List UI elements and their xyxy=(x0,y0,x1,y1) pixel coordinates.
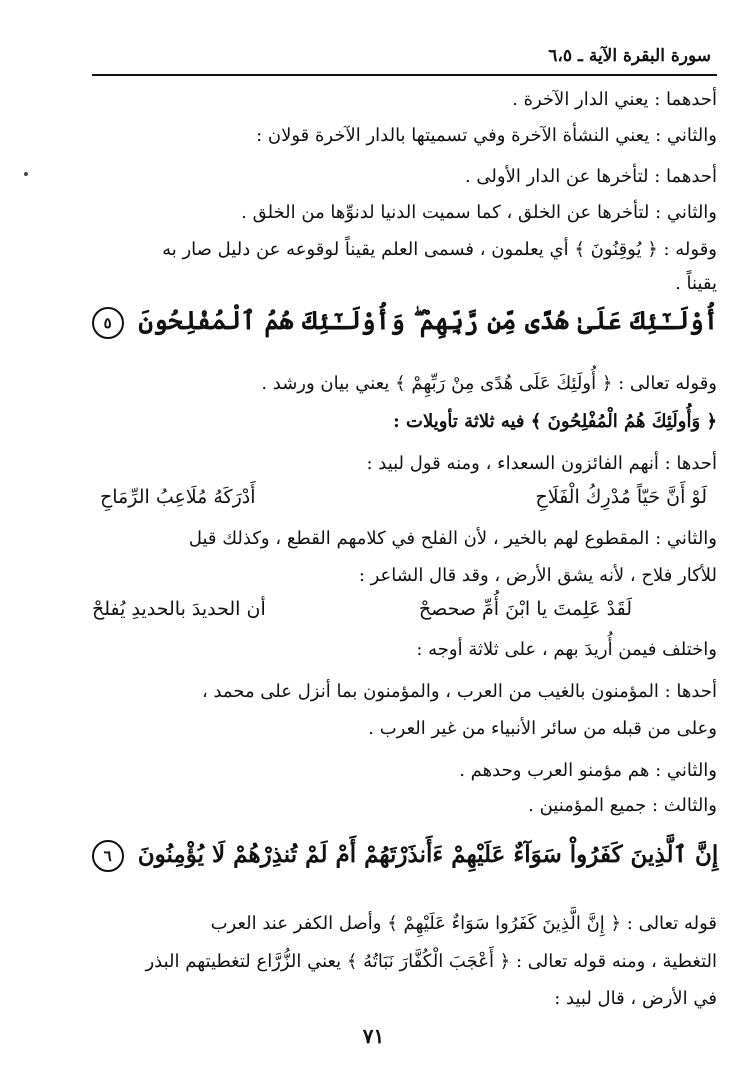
poem-hemistich-left: أَدْرَكَهُ مُلَاعِبُ الرِّمَاحِ xyxy=(100,486,256,508)
verse-text: إِنَّ ٱلَّذِينَ كَفَرُواْ سَوَآءٌ عَلَيْهِمْ ءَأَنذَرْتَهُمْ أَمْ لَمْ تُنذِرْهُمْ لَا يُؤْمِنُونَ xyxy=(137,841,719,868)
text-line: التغطية ، ومنه قوله تعالى : ﴿ أَعْجَبَ الْكُفَّارَ نَبَاتُهُ ﴾ يعني الزُّرَّاع لتغطيتهم البذر xyxy=(145,951,717,972)
text-line: يقيناً . xyxy=(675,273,717,294)
margin-speck xyxy=(24,172,28,176)
verse-number-mark: ٥ xyxy=(92,307,124,339)
text-line: في الأرض ، قال لبيد : xyxy=(554,988,717,1009)
text-line: واختلف فيمن أُريدَ بهم ، على ثلاثة أوجه : xyxy=(416,639,717,660)
text-line: والثاني : يعني النشأة الآخرة وفي تسميتها بالدار الآخرة قولان : xyxy=(256,125,717,146)
text-line: والثاني : هم مؤمنو العرب وحدهم . xyxy=(459,760,717,781)
text-line: ﴿ وَأُولَئِكَ هُمُ الْمُفْلِحُونَ ﴾ فيه ثلاثة تأويلات : xyxy=(393,411,717,432)
text-line: والثاني : لتأخرها عن الخلق ، كما سميت الدنيا لدنوِّها من الخلق . xyxy=(241,202,717,223)
text-line: وقوله تعالى : ﴿ أُولَئِكَ عَلَى هُدًى مِنْ رَبِّهِمْ ﴾ يعني بيان ورشد . xyxy=(261,373,717,394)
verse-text: أُوْلَـٰٓئِكَ عَلَىٰ هُدًى مِّن رَّبِّهِمْ ۖ وَأُوْلَـٰٓئِكَ هُمُ ٱلْمُفْلِحُونَ xyxy=(138,306,719,335)
text-line: للأكار فلاح ، لأنه يشق الأرض ، وقد قال الشاعر : xyxy=(358,565,717,586)
text-line: والثالث : جميع المؤمنين . xyxy=(528,795,717,816)
text-line: أحدها : أنهم الفائزون السعداء ، ومنه قول لبيد : xyxy=(366,453,717,474)
header-title: سورة البقرة الآية ـ ٦،٥ xyxy=(548,46,711,66)
text-line: قوله تعالى : ﴿ إِنَّ الَّذِينَ كَفَرُوا سَوَاءٌ عَلَيْهِمْ ﴾ وأصل الكفر عند العرب xyxy=(210,913,717,934)
poem-hemistich-right: لَقَدْ عَلِمتَ يا ابْنَ أُمِّ صحصحْ xyxy=(418,598,632,620)
text-line: أحدها : المؤمنون بالغيب من العرب ، والمؤمنون بما أنزل على محمد ، xyxy=(201,681,717,702)
text-line: أحدهما : يعني الدار الآخرة . xyxy=(512,89,717,110)
quran-verse-5 xyxy=(90,306,720,339)
page-number: ٧١ xyxy=(362,1024,385,1048)
poem-hemistich-left: أن الحديدَ بالحديدِ يُفلحْ xyxy=(92,598,266,620)
text-line: وقوله : ﴿ يُوقِنُونَ ﴾ أي يعلمون ، فسمى العلم يقيناً لوقوعه عن دليل صار به xyxy=(162,239,717,260)
poem-hemistich-right: لَوْ أَنَّ حَيّاً مُدْرِكُ الْفَلَاحِ xyxy=(535,486,707,508)
text-line: أحدهما : لتأخرها عن الدار الأولى . xyxy=(464,166,717,187)
text-line: والثاني : المقطوع لهم بالخير ، لأن الفلح في كلامهم القطع ، وكذلك قيل xyxy=(188,528,717,549)
quran-verse-6 xyxy=(90,840,720,872)
verse-number-mark: ٦ xyxy=(92,840,124,872)
text-line: وعلى من قبله من سائر الأنبياء من غير العرب . xyxy=(368,718,717,739)
running-header xyxy=(92,44,717,76)
